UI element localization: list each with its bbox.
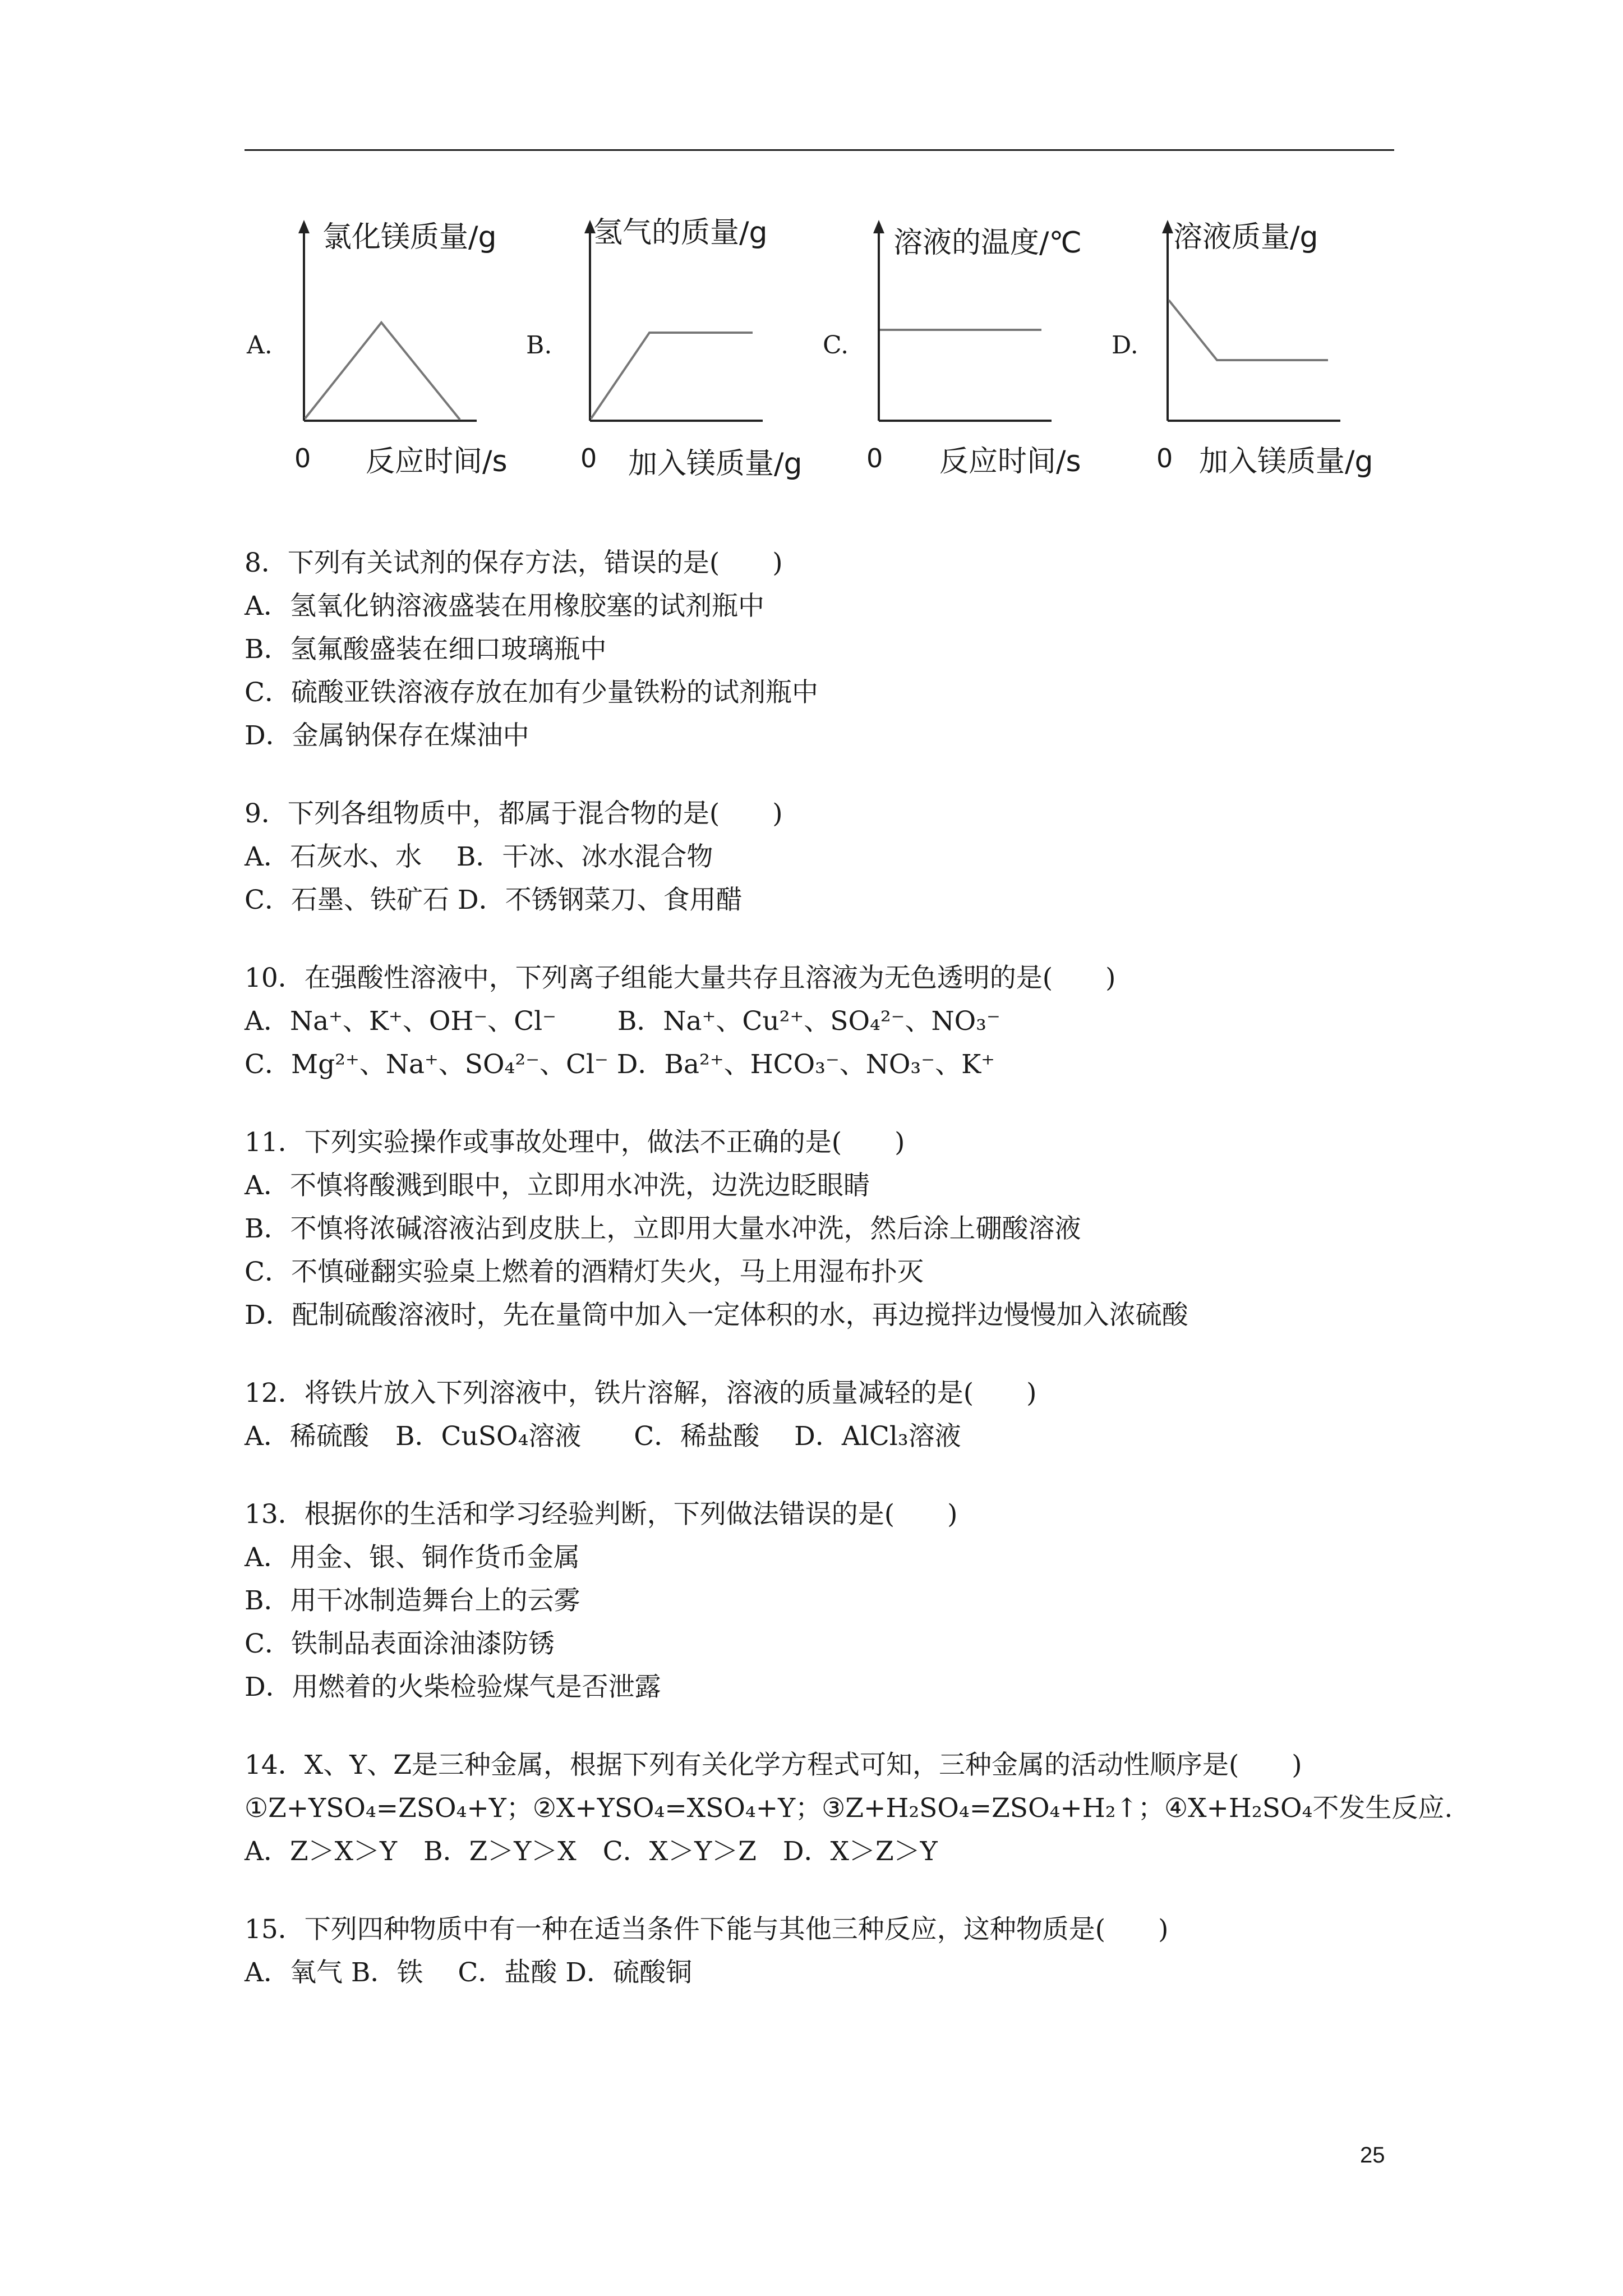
- option: A．用金、银、铜作货币金属: [245, 1542, 580, 1573]
- graph-a-xlabel: 反应时间/s: [366, 445, 508, 478]
- graph-a-label: A.: [247, 331, 273, 360]
- graph-d-label: D.: [1112, 331, 1138, 360]
- question-11: [245, 1121, 1422, 1337]
- option: A．氢氧化钠溶液盛装在用橡胶塞的试剂瓶中: [245, 591, 764, 622]
- question-stem: 14．X、Y、Z是三种金属，根据下列有关化学方程式可知，三种金属的活动性顺序是( ): [245, 1750, 1302, 1780]
- graph-a-origin: 0: [294, 443, 311, 473]
- option: D．金属钠保存在煤油中: [245, 720, 529, 751]
- question-9: [245, 792, 1422, 922]
- question-stem: 11．下列实验操作或事故处理中，做法不正确的是( ): [245, 1127, 905, 1158]
- question-stem: 10．在强酸性溶液中，下列离子组能大量共存且溶液为无色透明的是( ): [245, 963, 1116, 993]
- graph-c-title: 溶液的温度/℃: [893, 226, 1082, 260]
- header-rule: [245, 149, 1394, 151]
- option: B．氢氟酸盛装在细口玻璃瓶中: [245, 634, 607, 665]
- question-list: [245, 541, 1453, 2029]
- answer-graphs: [236, 208, 1413, 488]
- option: A．Na⁺、K⁺、OH⁻、Cl⁻ B．Na⁺、Cu²⁺、SO₄²⁻、NO₃⁻: [245, 1006, 1000, 1037]
- graph-c-label: C.: [823, 331, 849, 360]
- question-13: [245, 1493, 1422, 1709]
- graph-b-title: 氢气的质量/g: [593, 216, 768, 250]
- question-stem: 15．下列四种物质中有一种在适当条件下能与其他三种反应，这种物质是( ): [245, 1914, 1169, 1945]
- question-stem: 13．根据你的生活和学习经验判断，下列做法错误的是( ): [245, 1499, 958, 1530]
- question-15: [245, 1908, 1422, 1994]
- option: D．用燃着的火柴检验煤气是否泄露: [245, 1672, 661, 1703]
- option: B．不慎将浓碱溶液沾到皮肤上，立即用大量水冲洗，然后涂上硼酸溶液: [245, 1213, 1081, 1244]
- graph-c-xlabel: 反应时间/s: [939, 445, 1081, 478]
- option: D．配制硫酸溶液时，先在量筒中加入一定体积的水，再边搅拌边慢慢加入浓硫酸: [245, 1300, 1188, 1331]
- question-stem: 9．下列各组物质中，都属于混合物的是( ): [245, 798, 783, 829]
- graph-d-xlabel: 加入镁质量/g: [1199, 445, 1373, 478]
- question-stem: 12．将铁片放入下列溶液中，铁片溶解，溶液的质量减轻的是( ): [245, 1378, 1037, 1409]
- option: B．用干冰制造舞台上的云雾: [245, 1585, 580, 1616]
- graph-d-origin: 0: [1156, 443, 1173, 473]
- page-number: 25: [1360, 2143, 1385, 2168]
- option: C．石墨、铁矿石 D．不锈钢菜刀、食用醋: [245, 885, 743, 915]
- option: C．Mg²⁺、Na⁺、SO₄²⁻、Cl⁻ D．Ba²⁺、HCO₃⁻、NO₃⁻、K⁺: [245, 1049, 995, 1080]
- graph-a: [236, 208, 522, 488]
- question-10: [245, 956, 1422, 1086]
- graph-c-origin: 0: [866, 443, 883, 473]
- graph-c: [810, 208, 1096, 488]
- option: A．Z＞X＞Y B．Z＞Y＞X C．X＞Y＞Z D．X＞Z＞Y: [245, 1836, 938, 1867]
- graph-b: [522, 208, 808, 488]
- question-8: [245, 541, 1422, 757]
- graph-a-title: 氯化镁质量/g: [322, 220, 497, 254]
- option: A．石灰水、水 B．干冰、冰水混合物: [245, 841, 713, 872]
- option: A．稀硫酸 B．CuSO₄溶液 C．稀盐酸 D．AlCl₃溶液: [245, 1421, 961, 1452]
- question-12: [245, 1372, 1422, 1458]
- option: C．铁制品表面涂油漆防锈: [245, 1628, 555, 1659]
- option: C．不慎碰翻实验桌上燃着的酒精灯失火，马上用湿布扑灭: [245, 1257, 924, 1287]
- option: C．硫酸亚铁溶液存放在加有少量铁粉的试剂瓶中: [245, 677, 818, 708]
- option: A．不慎将酸溅到眼中，立即用水冲洗，边洗边眨眼睛: [245, 1170, 870, 1201]
- graph-b-label: B.: [526, 331, 552, 360]
- option: A．氧气 B．铁 C．盐酸 D．硫酸铜: [245, 1957, 692, 1988]
- graph-d-title: 溶液质量/g: [1173, 220, 1318, 254]
- graph-d: [1099, 208, 1385, 488]
- equations: ①Z+YSO₄=ZSO₄+Y；②X+YSO₄=XSO₄+Y；③Z+H₂SO₄=ZSO₄+H₂↑；④X+H₂SO₄不发生反应.: [245, 1793, 1453, 1824]
- graph-b-xlabel: 加入镁质量/g: [628, 447, 803, 481]
- question-stem: 8．下列有关试剂的保存方法，错误的是( ): [245, 547, 783, 578]
- question-14: [245, 1743, 1453, 1873]
- graph-b-origin: 0: [580, 443, 597, 473]
